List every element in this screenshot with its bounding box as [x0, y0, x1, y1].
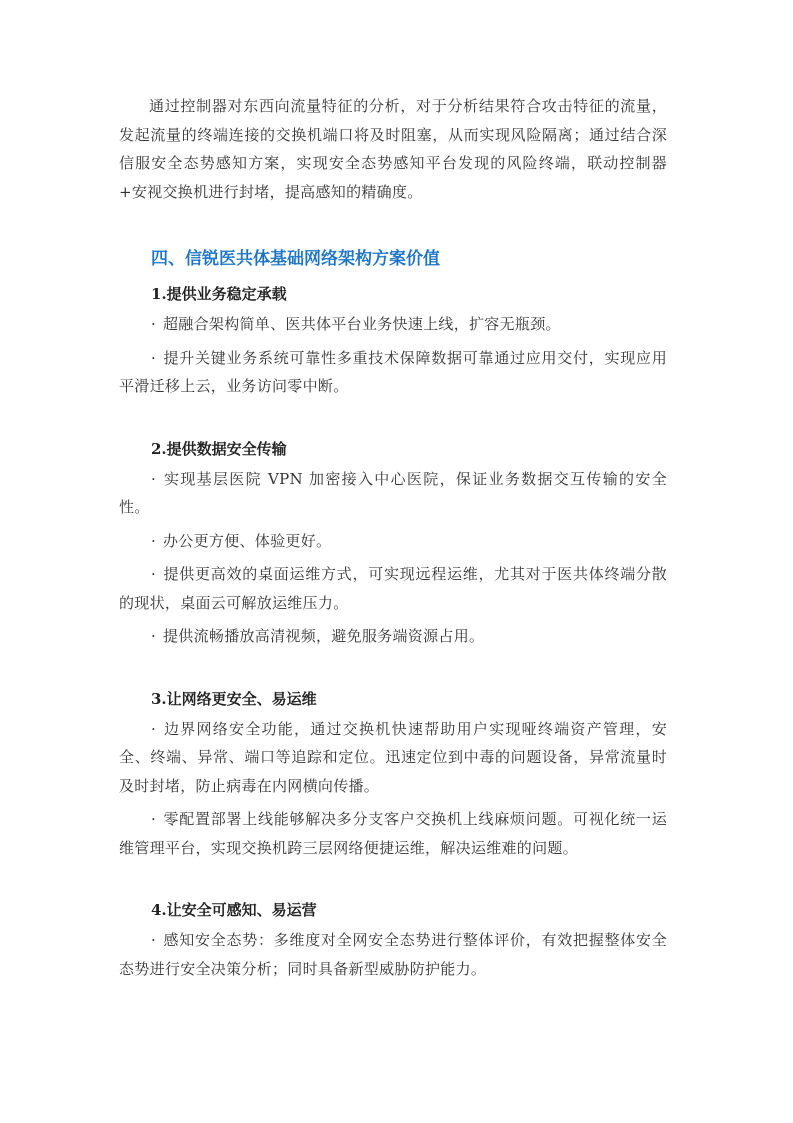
- list-item: [119, 715, 667, 801]
- subsection-title: 3.让网络更安全、易运维: [151, 689, 317, 708]
- bullet-list: [119, 310, 667, 401]
- subsection-3: [119, 687, 667, 863]
- subsection-title: 4.让安全可感知、易运营: [151, 901, 317, 919]
- list-item: [119, 310, 667, 339]
- subsection-title: 2.提供数据安全传输: [151, 439, 287, 458]
- bullet-dot-icon: ·: [151, 348, 157, 367]
- subsection-2: [119, 437, 667, 651]
- list-item-text: 提供流畅播放高清视频，避免服务端资源占用。: [163, 627, 485, 645]
- bullet-dot-icon: ·: [151, 719, 157, 738]
- list-item: [119, 622, 667, 651]
- bullet-dot-icon: ·: [151, 315, 157, 333]
- bullet-list: [119, 926, 667, 983]
- list-item-text: 提升关键业务系统可靠性多重技术保障数据可靠通过应用交付，实现应用平滑迁移上云，业务访问零中断。: [119, 348, 667, 395]
- bullet-list: [119, 465, 667, 651]
- list-item: [119, 527, 667, 556]
- list-item: [119, 465, 667, 522]
- list-item: [119, 805, 667, 862]
- bullet-dot-icon: ·: [151, 531, 157, 550]
- list-item: [119, 926, 667, 983]
- bullet-dot-icon: ·: [151, 810, 157, 828]
- list-item-text: 零配置部署上线能够解决多分支客户交换机上线麻烦问题。可视化统一运维管理平台，实现交换机跨三层网络便捷运维，解决运维难的问题。: [119, 810, 667, 857]
- list-item: [119, 344, 667, 401]
- intro-paragraph: 通过控制器对东西向流量特征的分析，对于分析结果符合攻击特征的流量，发起流量的终端连接的交换机端口将及时阻塞，从而实现风险隔离；通过结合深信服安全态势感知方案，实现安全态势感知平台发现的风险终端，联动控制器+安视交换机进行封堵，提高感知的精确度。: [119, 97, 667, 201]
- bullet-dot-icon: ·: [151, 565, 157, 583]
- subsection-1: [119, 282, 667, 401]
- subsection-4: [119, 898, 667, 983]
- section-title: 四、信锐医共体基础网络架构方案价值: [151, 249, 440, 269]
- bullet-dot-icon: ·: [151, 469, 157, 488]
- list-item-text: 边界网络安全功能，通过交换机快速帮助用户实现哑终端资产管理，安全、终端、异常、端口等追踪和定位。迅速定位到中毒的问题设备，异常流量时及时封堵，防止病毒在内网横向传播。: [119, 719, 667, 795]
- list-item: [119, 560, 667, 617]
- document-page: [119, 92, 667, 988]
- list-item-text: 办公更方便、体验更好。: [163, 531, 332, 550]
- list-item-text: 提供更高效的桌面运维方式，可实现远程运维，尤其对于医共体终端分散的现状，桌面云可解放运维压力。: [119, 565, 667, 612]
- bullet-list: [119, 715, 667, 863]
- list-item-text: 超融合架构简单、医共体平台业务快速上线，扩容无瓶颈。: [163, 315, 561, 333]
- list-item-text: 实现基层医院 VPN 加密接入中心医院，保证业务数据交互传输的安全性。: [119, 469, 667, 516]
- bullet-dot-icon: ·: [151, 627, 157, 645]
- bullet-dot-icon: ·: [151, 931, 157, 949]
- list-item-text: 感知安全态势：多维度对全网安全态势进行整体评价，有效把握整体安全态势进行安全决策分析；同时具备新型威胁防护能力。: [119, 931, 667, 978]
- subsection-title: 1.提供业务稳定承载: [151, 285, 287, 303]
